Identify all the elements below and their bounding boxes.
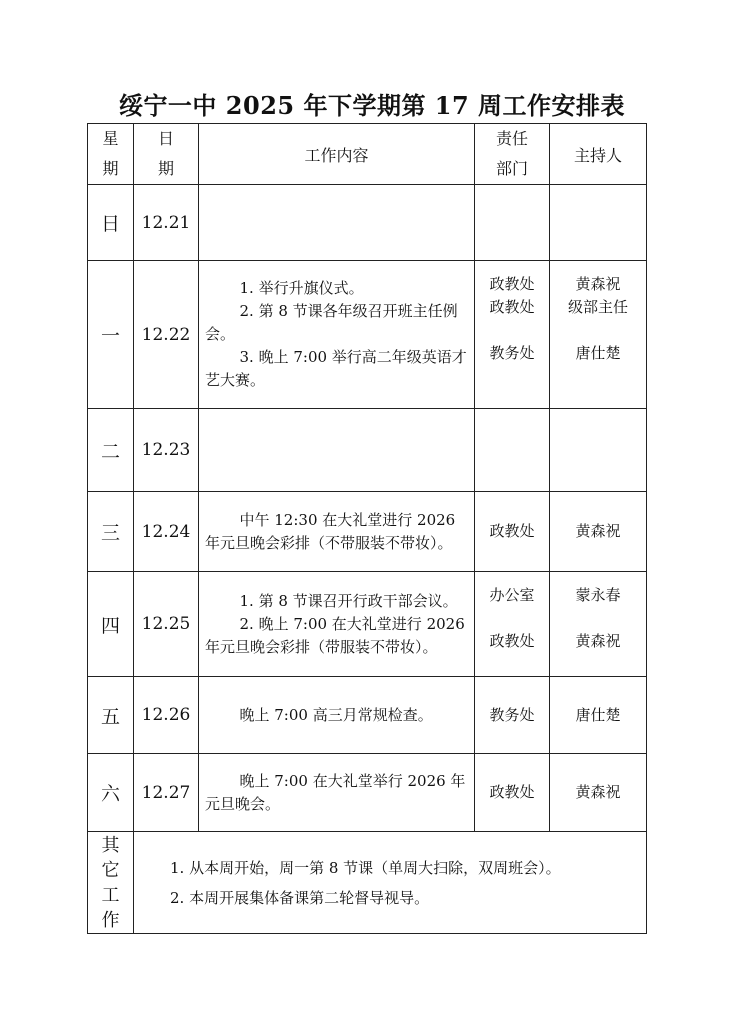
dept-cell: 政教处 <box>475 754 550 832</box>
host-cell: 唐仕楚 <box>550 677 647 754</box>
dept-cell <box>475 409 550 492</box>
work-cell <box>199 572 475 677</box>
weekday-cell: 二 <box>88 409 134 492</box>
work-cell <box>199 754 475 832</box>
host-cell: 黄森祝 <box>550 492 647 572</box>
work-cell <box>199 409 475 492</box>
weekday-cell: 一 <box>88 261 134 409</box>
header-dept-line2: 部门 <box>495 159 528 178</box>
table-row <box>88 572 647 677</box>
work-item: 2. 第 8 节课各年级召开班主任例会。 <box>205 302 458 343</box>
header-dept <box>475 124 550 185</box>
other-label-char: 其 <box>101 834 120 856</box>
work-item: 1. 举行升旗仪式。 <box>239 279 364 297</box>
work-cell <box>199 492 475 572</box>
dept-name: 政教处 <box>489 298 535 316</box>
work-cell <box>199 185 475 261</box>
other-work-item: 2. 本周开展集体备课第二轮督导视导。 <box>170 888 430 907</box>
table-row <box>88 185 647 261</box>
dept-cell: 教务处 <box>475 677 550 754</box>
host-name: 黄森祝 <box>575 275 621 293</box>
other-label-char: 作 <box>101 909 120 931</box>
host-name: 黄森祝 <box>575 632 621 650</box>
host-cell <box>550 572 647 677</box>
other-work-label <box>88 832 134 934</box>
dept-cell: 政教处 <box>475 492 550 572</box>
work-item: 1. 第 8 节课召开行政干部会议。 <box>239 591 458 610</box>
date-cell: 12.26 <box>134 677 199 754</box>
host-name: 唐仕楚 <box>575 344 621 362</box>
date-cell: 12.25 <box>134 572 199 677</box>
table-row <box>88 754 647 832</box>
page-title: 绥宁一中 2025 年下学期第 17 周工作安排表 <box>118 91 626 120</box>
header-weekday-line1: 星 <box>102 129 119 148</box>
header-date-line1: 日 <box>157 129 174 148</box>
dept-name: 政教处 <box>489 632 535 650</box>
header-weekday <box>88 124 134 185</box>
dept-cell <box>475 261 550 409</box>
weekday-cell: 日 <box>88 185 134 261</box>
date-cell: 12.24 <box>134 492 199 572</box>
other-work-item: 1. 从本周开始，周一第 8 节课（单周大扫除，双周班会）。 <box>170 858 561 877</box>
dept-name: 办公室 <box>489 586 535 604</box>
date-cell: 12.22 <box>134 261 199 409</box>
other-label-char: 它 <box>101 859 120 881</box>
date-cell: 12.23 <box>134 409 199 492</box>
other-label-char: 工 <box>101 884 120 906</box>
other-work-row <box>88 832 647 934</box>
table-row <box>88 409 647 492</box>
header-date-line2: 期 <box>157 159 174 178</box>
header-dept-line1: 责任 <box>495 129 528 148</box>
table-row <box>88 492 647 572</box>
dept-name: 政教处 <box>489 275 535 293</box>
host-cell <box>550 261 647 409</box>
schedule-table <box>87 123 647 934</box>
work-cell <box>199 261 475 409</box>
weekday-cell: 四 <box>88 572 134 677</box>
date-cell: 12.21 <box>134 185 199 261</box>
weekday-cell: 三 <box>88 492 134 572</box>
host-cell <box>550 185 647 261</box>
work-item: 3. 晚上 7:00 举行高二年级英语才艺大赛。 <box>205 348 467 389</box>
header-content: 工作内容 <box>199 124 475 185</box>
work-item: 晚上 7:00 高三月常规检查。 <box>239 705 433 724</box>
work-cell <box>199 677 475 754</box>
header-date <box>134 124 199 185</box>
weekday-cell: 五 <box>88 677 134 754</box>
header-weekday-line2: 期 <box>102 159 119 178</box>
host-name: 级部主任 <box>567 298 628 316</box>
host-cell: 黄森祝 <box>550 754 647 832</box>
dept-cell <box>475 572 550 677</box>
dept-name: 教务处 <box>489 344 535 362</box>
header-row <box>88 124 647 185</box>
table-row <box>88 261 647 409</box>
host-cell <box>550 409 647 492</box>
table-row <box>88 677 647 754</box>
dept-cell <box>475 185 550 261</box>
host-name: 蒙永春 <box>575 586 621 604</box>
date-cell: 12.27 <box>134 754 199 832</box>
other-work-content <box>134 832 647 934</box>
work-item: 中午 12:30 在大礼堂进行 2026 年元旦晚会彩排（不带服装不带妆）。 <box>205 510 456 552</box>
work-item: 2. 晚上 7:00 在大礼堂进行 2026 年元旦晚会彩排（带服装不带妆）。 <box>205 614 465 656</box>
weekday-cell: 六 <box>88 754 134 832</box>
work-item: 晚上 7:00 在大礼堂举行 2026 年元旦晚会。 <box>205 771 466 813</box>
header-host: 主持人 <box>550 124 647 185</box>
